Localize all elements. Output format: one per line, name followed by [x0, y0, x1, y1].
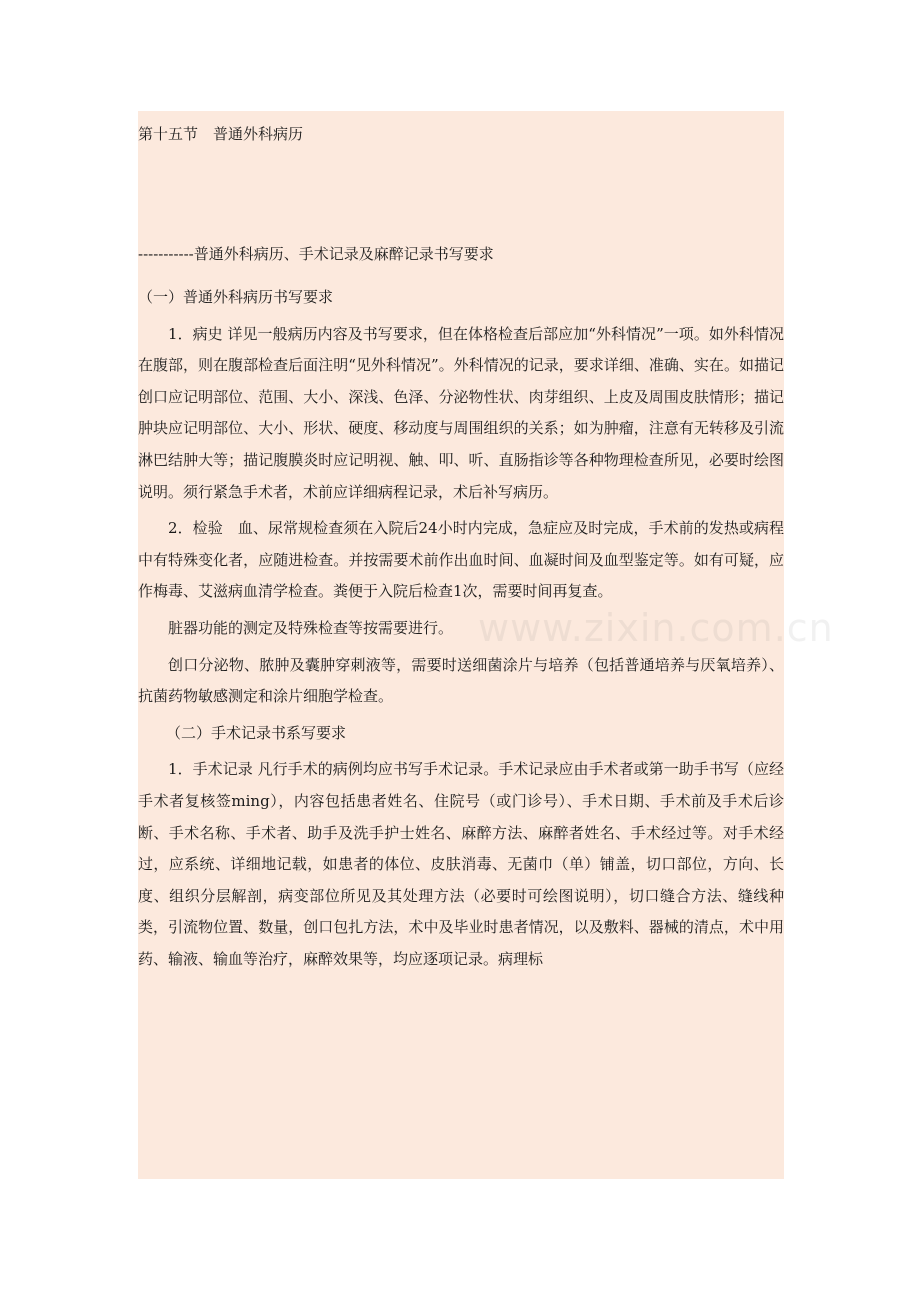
paragraph-organ-function: 脏器功能的测定及特殊检查等按需要进行。: [168, 618, 454, 637]
document-subtitle: -----------普通外科病历、手术记录及麻醉记录书写要求: [138, 245, 494, 263]
section2-heading: （二）手术记录书系写要求: [166, 723, 347, 742]
paragraph-history: 1．病史 详见一般病历内容及书写要求，但在体格检查后部应加“外科情况”一项。如外科情况在腹部，则在腹部检查后面注明“见外科情况”。外科情况的记录，要求详细、准确、实在。如描记创口应记明部位、范围、大小、深浅、色泽、分泌物性状、肉芽组织、上皮及周围皮肤情形；描记肿块应记明部位、大小、形状、硬度、移动度与周围组织的关系；如为肿瘤，注意有无转移及引流淋巴结肿大等；描记腹膜炎时应记明视、触、叩、听、直肠指诊等各种物理检查所见，必要时绘图说明。须行紧急手术者，术前应详细病程记录，术后补写病历。: [138, 324, 784, 501]
paragraph-wound-secretion: 创口分泌物、脓肿及囊肿穿刺液等，需要时送细菌涂片与培养（包括普通培养与厌氧培养）、抗菌药物敏感测定和涂片细胞学检查。: [138, 655, 784, 706]
section-title: 第十五节 普通外科病历: [138, 125, 304, 143]
paragraph-surgery-record: 1．手术记录 凡行手术的病例均应书写手术记录。手术记录应由手术者或第一助手书写（应经手术者复核签ming），内容包括患者姓名、住院号（或门诊号）、手术日期、手术前及手术后诊断、手术名称、手术者、助手及洗手护士姓名、麻醉方法、麻醉者姓名、手术经过等。对手术经过，应系统、详细地记载，如患者的体位、皮肤消毒、无菌巾（单）铺盖，切口部位，方向、长度、组织分层解剖，病变部位所见及其处理方法（必要时可绘图说明），切口缝合方法、缝线种类，引流物位置、数量，创口包扎方法，术中及毕业时患者情况，以及敷料、器械的清点，术中用药、输液、输血等治疗，麻醉效果等，均应逐项记录。病理标: [138, 760, 784, 968]
section1-heading: （一）普通外科病历书写要求: [138, 288, 334, 306]
document-body: [138, 282, 784, 980]
paragraph-lab-tests: 2．检验 血、尿常规检查须在入院后24小时内完成，急症应及时完成，手术前的发热或病程中有特殊变化者，应随进检查。并按需要术前作出血时间、血凝时间及血型鉴定等。如有可疑，应作梅毒、艾滋病血清学检查。粪便于入院后检查1次，需要时间再复查。: [138, 519, 784, 601]
document-area: [138, 111, 784, 1179]
